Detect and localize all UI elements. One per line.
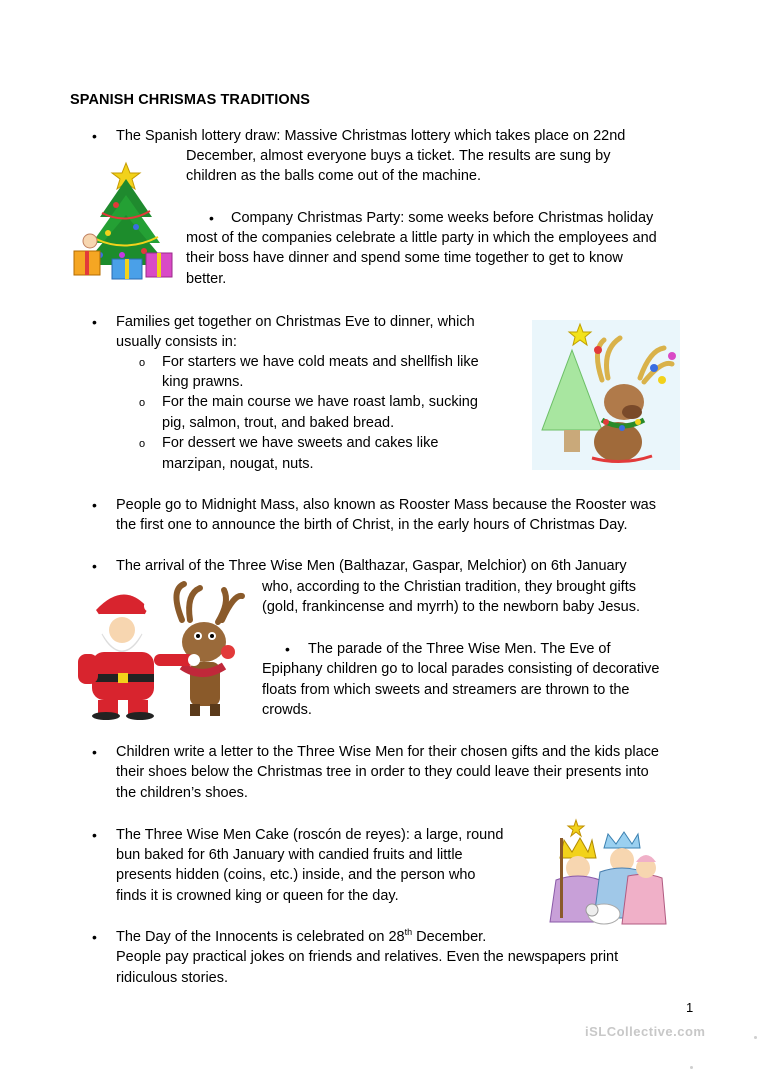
innocents-line-1-end: December.: [412, 929, 487, 945]
roscon-line-3: presents hidden (coins, etc.) inside, and the person who: [116, 867, 476, 883]
wise-men-line-2: who, according to the Christian tradition, they brought gifts: [262, 579, 636, 595]
letter-line-2: their shoes below the Christmas tree in order to they could leave their presents into: [116, 764, 649, 780]
midnight-mass-line-2: the first one to announce the birth of Christ, in the early hours of Christmas Day.: [116, 517, 628, 533]
innocents-line-1: [116, 927, 486, 948]
innocents-line-3: ridiculous stories.: [116, 970, 229, 986]
sub-bullet: o: [139, 438, 146, 450]
roscon-line-1: The Three Wise Men Cake (roscón de reyes): a large, round: [116, 827, 504, 843]
bullet: •: [92, 497, 97, 513]
wise-men-line-1: The arrival of the Three Wise Men (Balthazar, Gaspar, Melchior) on 6th January: [116, 558, 627, 574]
lottery-line-2: December, almost everyone buys a ticket. The results are sung by: [186, 148, 611, 164]
watermark: iSLCollective.com: [585, 1024, 706, 1039]
watermark-dot: [754, 1036, 757, 1039]
company-party-line-3: their boss have dinner and spend some time together to get to know: [186, 250, 623, 266]
sub-bullet: o: [139, 397, 146, 409]
letter-line-1: Children write a letter to the Three Wise Men for their chosen gifts and the kids place: [116, 744, 659, 760]
bullet: •: [92, 744, 97, 760]
innocents-line-1-text: The Day of the Innocents is celebrated on 28: [116, 929, 405, 945]
three-kings-icon: [542, 818, 668, 928]
roscon-line-4: finds it is crowned king or queen for the day.: [116, 888, 399, 904]
innocents-line-2: People pay practical jokes on friends and relatives. Even the newspapers print: [116, 949, 619, 965]
eve-dinner-line-2: usually consists in:: [116, 334, 237, 350]
bullet: •: [92, 314, 97, 330]
lottery-line-3: children as the balls come out of the machine.: [186, 168, 481, 184]
dessert-line-1: For dessert we have sweets and cakes like: [162, 435, 439, 451]
wise-men-line-3: (gold, frankincense and myrrh) to the newborn baby Jesus.: [262, 599, 641, 615]
main-course-line-2: pig, salmon, trout, and baked bread.: [162, 415, 395, 431]
parade-line-2: Epiphany children go to local parades consisting of decorative: [262, 661, 660, 677]
company-party-line-1: Company Christmas Party: some weeks before Christmas holiday: [231, 210, 654, 226]
watermark-dot: [690, 1066, 693, 1069]
bullet: •: [209, 210, 214, 226]
parade-line-1: The parade of the Three Wise Men. The Eve of: [308, 641, 611, 657]
santa-reindeer-icon: [74, 580, 246, 720]
company-party-line-2: most of the companies celebrate a little party in which the employees and: [186, 230, 657, 246]
page-number: 1: [686, 1000, 694, 1015]
bullet: •: [285, 641, 290, 657]
company-party-line-4: better.: [186, 271, 227, 287]
eve-dinner-line-1: Families get together on Christmas Eve to dinner, which: [116, 314, 475, 330]
bullet: •: [92, 558, 97, 574]
lottery-line-1: The Spanish lottery draw: Massive Christmas lottery which takes place on 22nd: [116, 128, 626, 144]
parade-line-4: crowds.: [262, 702, 312, 718]
roscon-line-2: bun baked for 6th January with candied fruits and little: [116, 847, 463, 863]
parade-line-3: floats from which sweets and streamers are thrown to the: [262, 682, 630, 698]
ordinal-suffix: th: [404, 927, 413, 938]
dessert-line-2: marzipan, nougat, nuts.: [162, 456, 314, 472]
sub-bullet: o: [139, 357, 146, 369]
main-course-line-1: For the main course we have roast lamb, sucking: [162, 394, 478, 410]
starters-line-2: king prawns.: [162, 374, 244, 390]
letter-line-3: the children’s shoes.: [116, 785, 248, 801]
starters-line-1: For starters we have cold meats and shellfish like: [162, 354, 479, 370]
bullet: •: [92, 128, 97, 144]
christmas-tree-gifts-icon: [72, 155, 176, 281]
midnight-mass-line-1: People go to Midnight Mass, also known as Rooster Mass because the Rooster was: [116, 497, 656, 513]
reindeer-tree-icon: [532, 320, 680, 470]
page-title: SPANISH CHRISMAS TRADITIONS: [70, 92, 311, 108]
bullet: •: [92, 929, 97, 945]
bullet: •: [92, 827, 97, 843]
